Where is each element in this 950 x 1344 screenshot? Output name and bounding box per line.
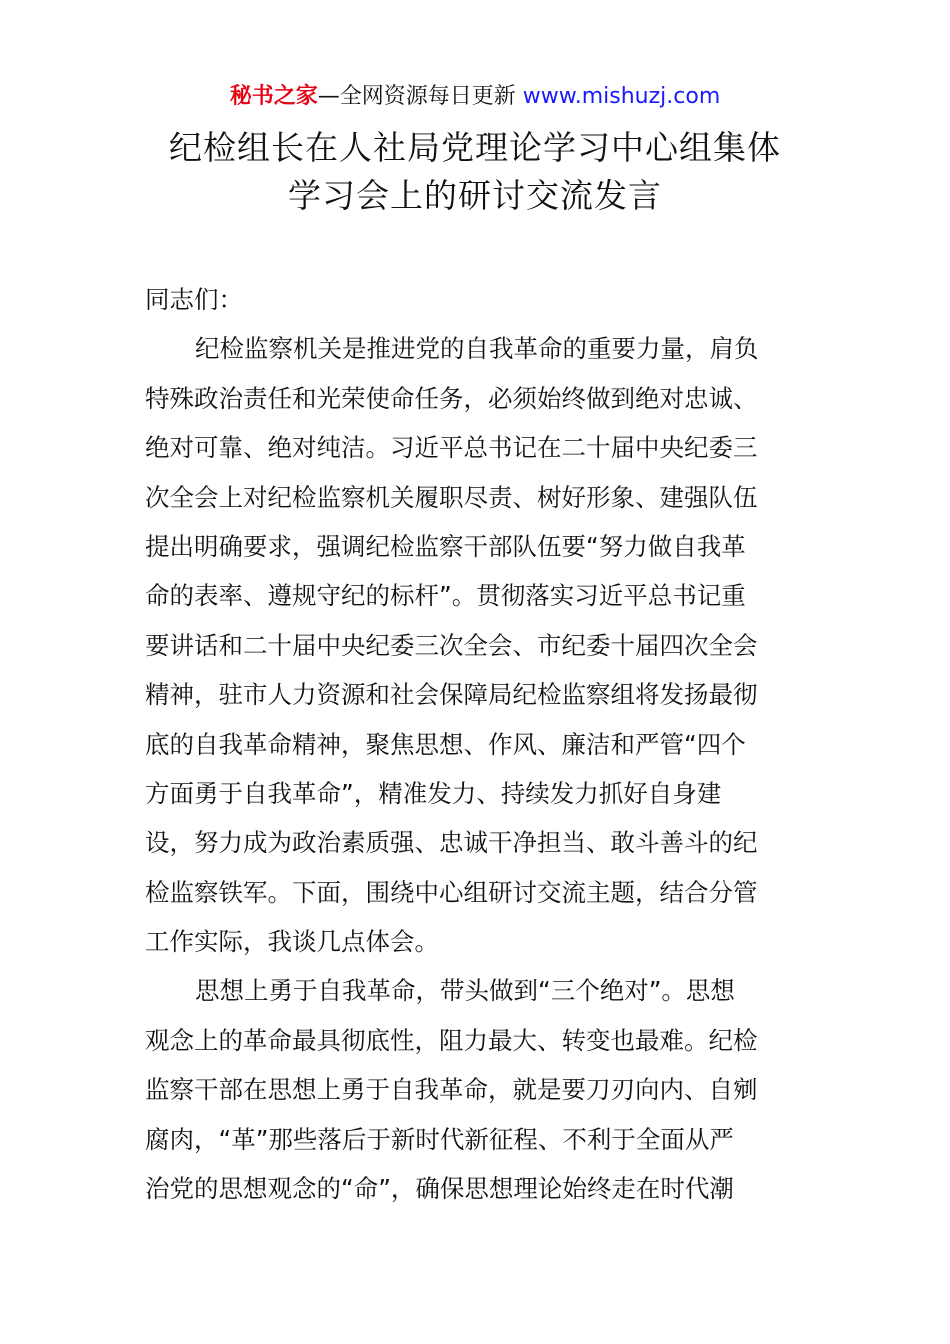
document-title-line-1: 纪检组长在人社局党理论学习中心组集体 xyxy=(169,128,781,167)
site-tagline: —全网资源每日更新 xyxy=(317,84,523,109)
site-brand: 秘书之家 xyxy=(229,84,318,109)
paragraph-2-line: 监察干部在思想上勇于自我革命，就是要刀刃向内、自剜 xyxy=(145,1075,758,1105)
document-body xyxy=(145,275,809,1213)
paragraph-1-line: 绝对可靠、绝对纯洁。习近平总书记在二十届中央纪委三 xyxy=(145,433,758,463)
paragraph-1-line: 次全会上对纪检监察机关履职尽责、树好形象、建强队伍 xyxy=(145,482,758,512)
site-header xyxy=(0,80,950,114)
paragraph-1-line: 工作实际，我谈几点体会。 xyxy=(145,927,439,957)
paragraph-2-line: 治党的思想观念的“命”，确保思想理论始终走在时代潮 xyxy=(145,1174,734,1204)
paragraph-1-line: 要讲话和二十届中央纪委三次全会、市纪委十届四次全会 xyxy=(145,630,758,660)
paragraph-2-line: 腐肉，“革”那些落后于新时代新征程、不利于全面从严 xyxy=(145,1124,734,1154)
paragraph-1-line: 设，努力成为政治素质强、忠诚干净担当、敢斗善斗的纪 xyxy=(145,828,758,858)
paragraph-2-line: 思想上勇于自我革命，带头做到“三个绝对”。思想 xyxy=(195,976,735,1006)
paragraph-1-line: 纪检监察机关是推进党的自我革命的重要力量，肩负 xyxy=(195,334,759,364)
paragraph-1-line: 精神，驻市人力资源和社会保障局纪检监察组将发扬最彻 xyxy=(145,680,758,710)
paragraph-1-line: 方面勇于自我革命”，精准发力、持续发力抓好自身建 xyxy=(145,778,722,808)
paragraph-2-line: 观念上的革命最具彻底性，阻力最大、转变也最难。纪检 xyxy=(145,1025,758,1055)
paragraph-1-line: 底的自我革命精神，聚焦思想、作风、廉洁和严管“四个 xyxy=(145,729,746,759)
paragraph-1-line: 检监察铁军。下面，围绕中心组研讨交流主题，结合分管 xyxy=(145,877,758,907)
paragraph-1-line: 特殊政治责任和光荣使命任务，必须始终做到绝对忠诚、 xyxy=(145,383,758,413)
salutation: 同志们： xyxy=(145,285,243,314)
document-title-line-2: 学习会上的研讨交流发言 xyxy=(288,176,662,215)
paragraph-1-line: 命的表率、遵规守纪的标杆”。贯彻落实习近平总书记重 xyxy=(145,581,746,611)
paragraph-1-line: 提出明确要求，强调纪检监察干部队伍要“努力做自我革 xyxy=(145,531,746,561)
document-title xyxy=(0,124,950,220)
site-url-link[interactable]: www.mishuzj.com xyxy=(522,84,721,109)
